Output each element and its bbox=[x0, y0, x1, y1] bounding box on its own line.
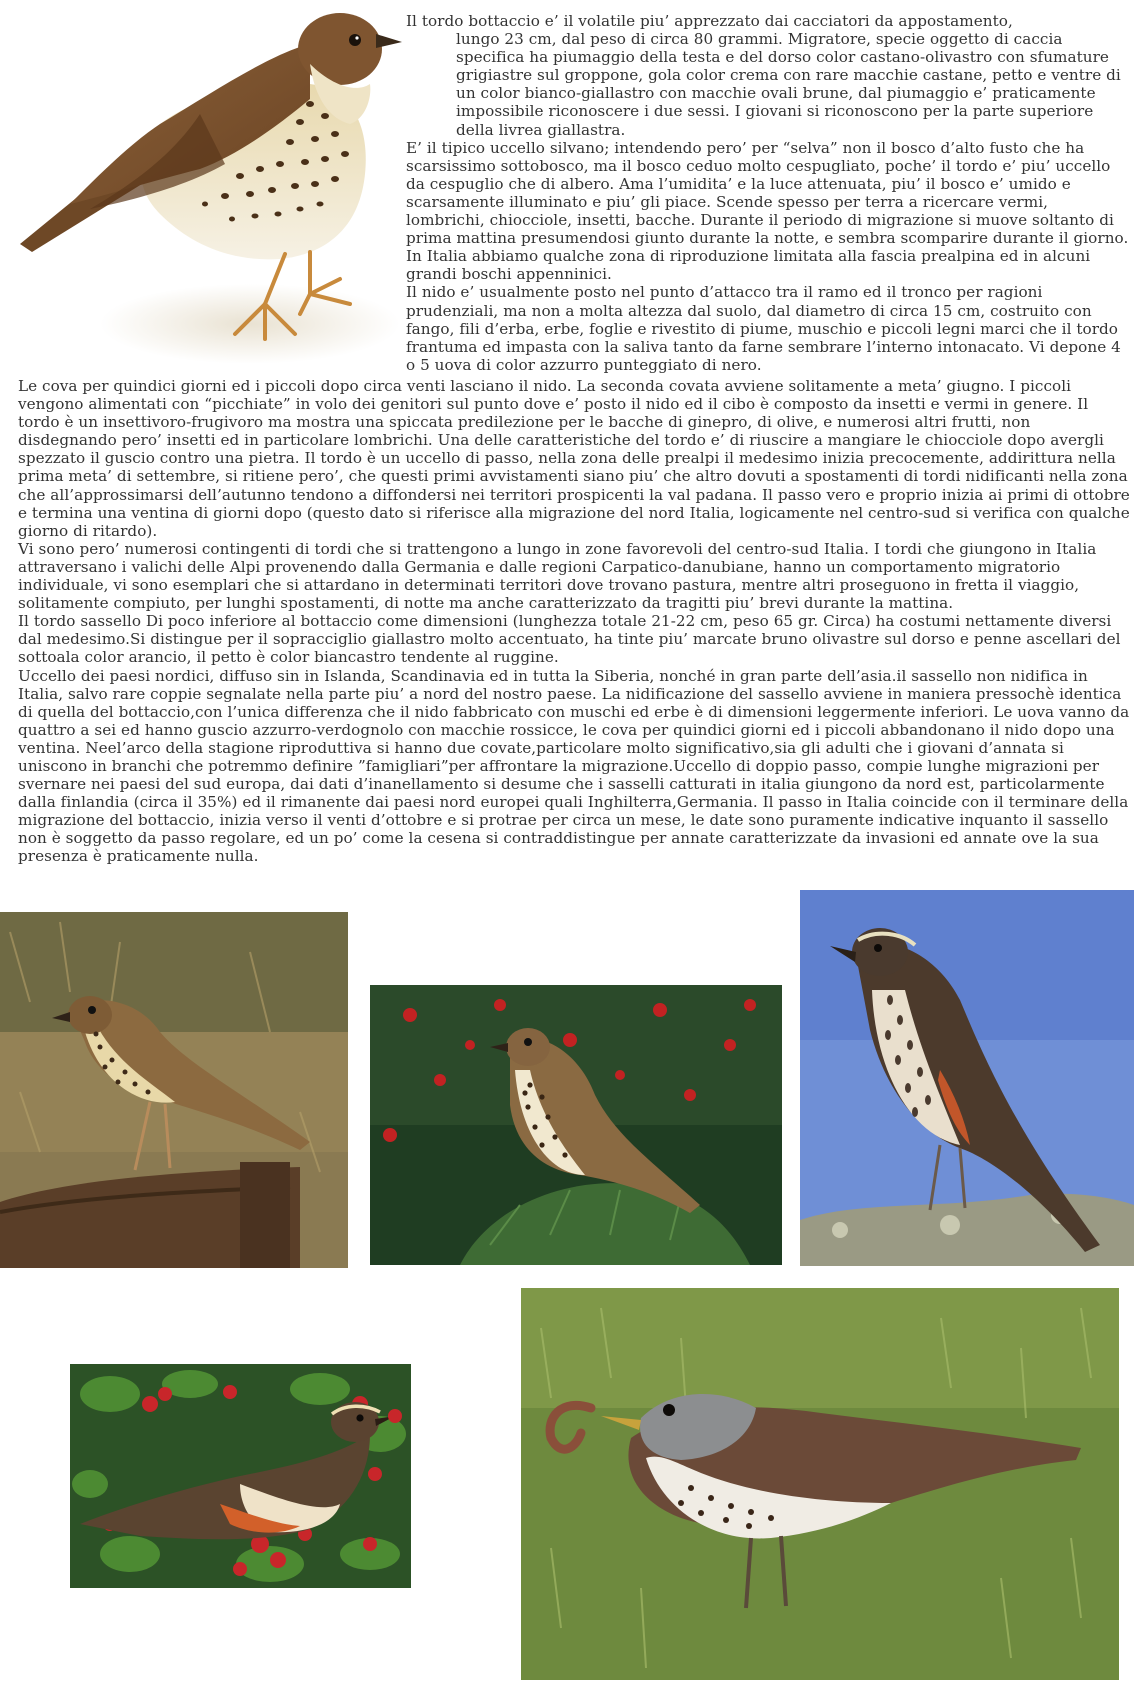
photo-redwing-berries bbox=[70, 1364, 411, 1588]
body-paragraph-1: Le cova per quindici giorni ed i piccoli dopo circa venti lasciano il nido. La seconda covata avviene solitamente a meta’ giugno. I piccoli vengono alimentati con “picchiate” in volo dei genitori sul punto dove e’ posto il nido ed il cibo è composto da insetti e vermi in genere. Il tordo è un insettivoro-frugivoro ma mostra una spiccata predilezione per le bacche di ginepro, di olive, e numerosi altri frutti, non disdegnando pero’ insetti ed in particolare lombrichi. Una delle caratteristiche del tordo e’ di riuscire a mangiare le chiocciole dopo avergli spezzato il guscio contro una pietra. Il tordo è un uccello di passo, nella zona delle prealpi il medesimo inizia precocemente, addirittura nella prima meta’ di settembre, si ritiene pero’, che questi primi avvistamenti siano piu’ che altro dovuti a spostamenti di tordi nidificanti nella zona che all’approssimarsi dell’autunno tendono a diffondersi nei territori prospicenti la val padana. Il passo vero e proprio inizia ai primi di ottobre e termina una ventina di giorni dopo (questo dato si riferisce alla migrazione del nord Italia, logicamente nel centro-sud si verifica con qualche giorno di ritardo). bbox=[18, 377, 1130, 540]
photo-thrush-on-conifer bbox=[370, 985, 782, 1265]
intro-paragraph-3: Il nido e’ usualmente posto nel punto d’attacco tra il ramo ed il tronco per ragioni prudenziali, ma non a molta altezza dal suolo, dal diametro di circa 15 cm, costruito con fango, fili d’erba, erbe, foglie e rivestito di piume, muschio e piccoli legni marci che il tordo frantuma ed impasta con la saliva tanto da farne sembrare l’interno intonacato. Vi depone 4 o 5 uova di color azzurro punteggiato di nero. bbox=[406, 283, 1121, 374]
intro-paragraph-2: E’ il tipico uccello silvano; intendendo pero’ per “selva” non il bosco d’alto fusto che ha scarsissimo sottobosco, ma il bosco ceduo molto cespugliato, poche’ il tordo e’ piu’ uccello da cespuglio che di albero. Ama l’umidita’ e la luce attenuata, piu’ il bosco e’ umido e scarsamente illuminato e piu’ gli piace. Scende spesso per terra a ricercare vermi, lombrichi, chiocciole, insetti, bacche. Durante il periodo di migrazione si muove soltanto di prima mattina presumendosi giunto durante la notte, e sembra scomparire durante il giorno. In Italia abbiamo qualche zona di riproduzione limitata alla fascia prealpina ed in alcuni grandi boschi appenninici. bbox=[406, 138, 1129, 284]
intro-paragraph-1 bbox=[406, 30, 1130, 139]
photo-fieldfare-grass bbox=[521, 1288, 1119, 1680]
song-thrush-illustration bbox=[10, 4, 405, 376]
intro-text bbox=[406, 12, 1130, 374]
body-paragraph-2: Vi sono pero’ numerosi contingenti di tordi che si trattengono a lungo in zone favorevoli del centro-sud Italia. I tordi che giungono in Italia attraversano i valichi delle Alpi provenendo dalla Germania e dalle regioni Carpatico-danubiane, hanno un comportamento migratorio individuale, vi sono esemplari che si attardano in determinati territori dove trovano pastura, mentre altri proseguono in fretta il viaggio, solitamente compiuto, per lunghi spostamenti, di notte ma anche caratterizzato da tragitti piu’ brevi durante la mattina. bbox=[18, 539, 1097, 613]
photo-thrush-on-log bbox=[0, 912, 348, 1268]
body-text bbox=[18, 377, 1130, 866]
body-paragraph-3: Il tordo sassello Di poco inferiore al bottaccio come dimensioni (lunghezza totale 21-22 cm, peso 65 gr. Circa) ha costumi nettamente diversi dal medesimo.Si distingue per il sopracciglio giallastro molto accentuato, ha tinte piu’ marcate bruno olivastre sul dorso e penne ascellari del sottoala color arancio, il petto è color biancastro tendente al ruggine. bbox=[18, 612, 1121, 667]
intro-line-1: Il tordo bottaccio e’ il volatile piu’ apprezzato dai cacciatori da appostamento, bbox=[406, 12, 1013, 30]
body-paragraph-4: Uccello dei paesi nordici, diffuso sin in Islanda, Scandinavia ed in tutta la Siberia, nonché in gran parte dell’asia.il sassello non nidifica in Italia, salvo rare coppie segnalate nella parte piu’ a nord del nostro paese. La nidificazione del sassello avviene in maniera pressochè identica di quella del bottaccio,con l’unica differenza che il nido fabbricato con muschi ed erbe è di dimensioni leggermente inferiori. Le uova vanno da quattro a sei ed hanno guscio azzurro-verdognolo con macchie rossicce, le cova per quindici giorni ed i piccoli abbandonano il nido dopo una ventina. Neel’arco della stagione riproduttiva si hanno due covate,particolare molto significativo,sia gli adulti che i giovani d’annata si uniscono in branchi che potremmo definire ”famigliari”per affrontare la migrazione.Uccello di doppio passo, compie lunghe migrazioni per svernare nei paesi del sud europa, dai dati d’inanellamento si desume che i sasselli catturati in italia giungono da nord est, particolarmente dalla finlandia (circa il 35%) ed il rimanente dai paesi nord europei quali Inghilterra,Germania. Il passo in Italia coincide con il terminare della migrazione del bottaccio, inizia verso il venti d’ottobre e si protrae per circa un mese, le date sono puramente indicative inquanto il sassello non è soggetto da passo regolare, ed un po’ come la cesena si contraddistingue per annate caratterizzate da invasioni ed annate ove la sua presenza è praticamente nulla. bbox=[18, 666, 1130, 866]
photo-redwing-sky bbox=[800, 890, 1134, 1266]
intro-paragraph-1-text: lungo 23 cm, dal peso di circa 80 grammi. Migratore, specie oggetto di caccia specifica ha piumaggio della testa e del dorso color castano-olivastro con sfumature grigiastre sul groppone, gola color crema con rare macchie castane, petto e ventre di un color bianco-giallastro con macchie ovali brune, dal piumaggio e’ praticamente impossibile riconoscere i due sessi. I giovani si riconoscono per la parte superiore della livrea giallastra. bbox=[456, 30, 1121, 139]
